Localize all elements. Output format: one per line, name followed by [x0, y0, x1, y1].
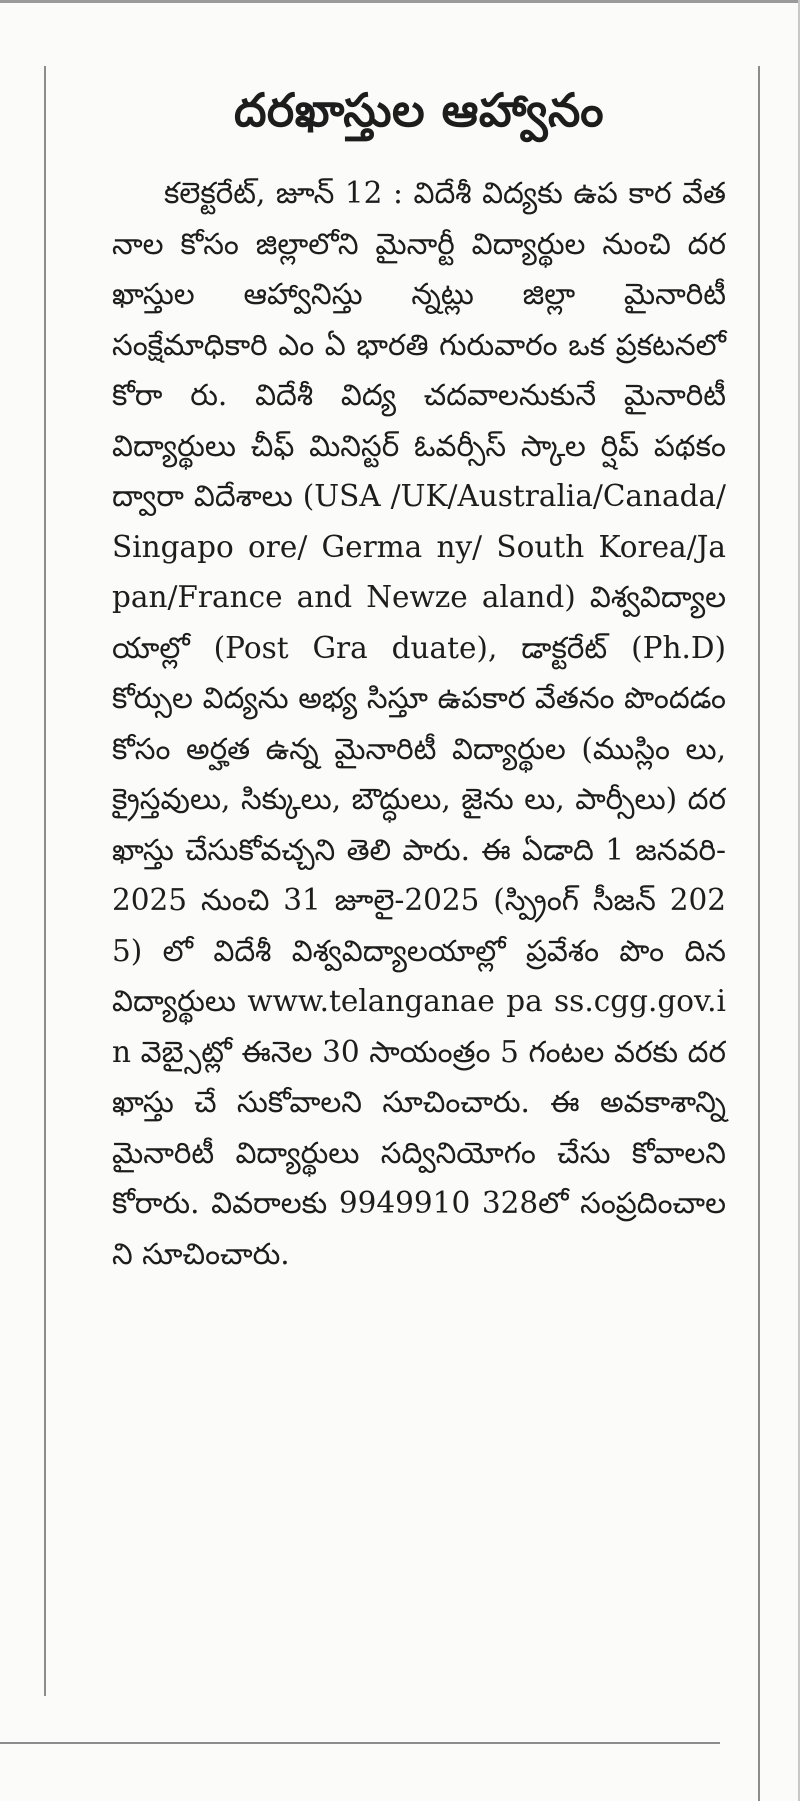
bottom-rule: [0, 1742, 720, 1744]
article-body: కలెక్టరేట్, జూన్ 12 : విదేశీ విద్యకు ఉప కార వేతనాల కోసం జిల్లాలోని మైనార్టీ విద్యార్థుల నుంచి దరఖాస్తుల ఆహ్వానిస్తు న్నట్లు జిల్లా మైనారిటీ సంక్షేమాధికారి ఎం ఏ భారతి గురువారం ఒక ప్రకటనలో కోరా రు. విదేశీ విద్య చదవాలనుకునే మైనారిటీ విద్యార్థులు చీఫ్ మినిస్టర్ ఓవర్సీస్ స్కాల ర్షిప్ పథకం ద్వారా విదేశాలు (USA /UK/Australia/Canada/Singapo ore/ Germa ny/ South Korea/Ja pan/France and Newze aland) విశ్వవిద్యాలయాల్లో (Post Gra duate), డాక్టరేట్ (Ph.D) కోర్సుల విద్యను అభ్య సిస్తూ ఉపకార వేతనం పొందడం కోసం అర్హత ఉన్న మైనారిటీ విద్యార్థుల (ముస్లిం లు, క్రైస్తవులు, సిక్కులు, బౌద్ధులు, జైను లు, పార్సీలు) దరఖాస్తు చేసుకోవచ్చని తెలి పారు. ఈ ఏడాది 1 జనవరి-2025 నుంచి 31 జూలై-2025 (స్ప్రింగ్ సీజన్ 2025) లో విదేశీ విశ్వవిద్యాలయాల్లో ప్రవేశం పొం దిన విద్యార్థులు www.telanganae pa ss.cgg.gov.in వెబ్సైట్లో ఈనెల 30 సాయంత్రం 5 గంటల వరకు దరఖాస్తు చే సుకోవాలని సూచించారు. ఈ అవకాశాన్ని మైనారిటీ విద్యార్థులు సద్వినియోగం చేసు కోవాలని కోరారు. వివరాలకు 9949910 328లో సంప్రదించాలని సూచించారు.: [112, 176, 726, 1271]
news-article: [112, 70, 726, 1279]
column-rule-left: [44, 66, 46, 1696]
article-headline: దరఖాస్తుల ఆహ్వానం: [233, 83, 605, 137]
column-rule-right: [758, 66, 760, 1801]
top-rule: [0, 0, 800, 3]
